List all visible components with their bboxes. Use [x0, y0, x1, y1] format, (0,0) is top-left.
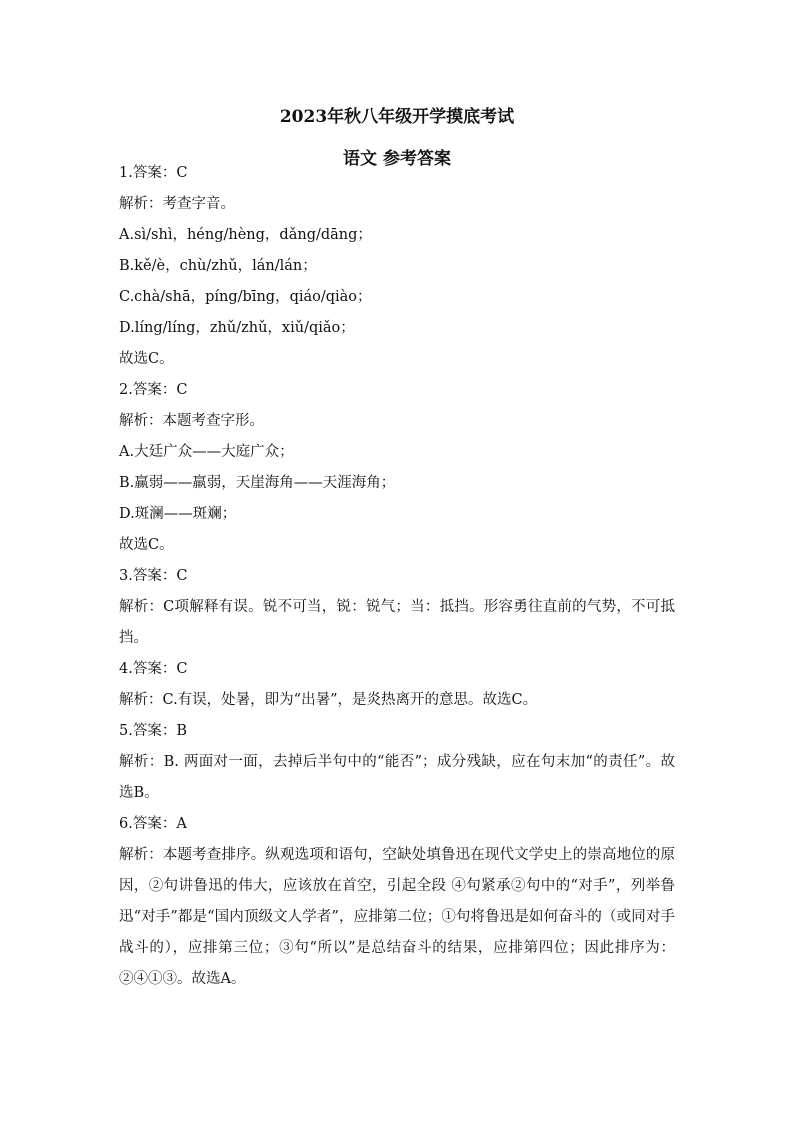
answer-2-option-b: B.赢弱——羸弱，天崖海角——天涯海角；: [119, 475, 396, 491]
answer-5-heading: 5.答案：B: [119, 723, 187, 739]
answer-2-conclusion: 故选C。: [119, 537, 174, 553]
answer-2-heading: 2.答案：C: [119, 382, 188, 398]
answer-1-option-b: B.kě/è，chù/zhǔ，lán/lán；: [119, 258, 317, 274]
answer-1-conclusion: 故选C。: [119, 351, 174, 367]
answer-2-option-d: D.斑澜——斑斓；: [119, 506, 237, 522]
answer-content: [119, 158, 675, 995]
answer-2-option-a: A.大廷广众——大庭广众；: [119, 444, 294, 460]
answer-1-option-d: D.líng/líng，zhǔ/zhǔ，xiǔ/qiǎo；: [119, 320, 355, 336]
answer-4-analysis: 解析：C.有误，处暑，即为“出暑”，是炎热离开的意思。故选C。: [119, 692, 538, 708]
answer-3-analysis: 解析：C项解释有误。锐不可当，锐：锐气；当：抵挡。形容勇往直前的气势，不可抵挡。: [119, 599, 675, 646]
answer-6-analysis: 解析：本题考查排序。纵观选项和语句，空缺处填鲁迅在现代文学史上的崇高地位的原因，②句讲鲁迅的伟大，应该放在首空，引起全段 ④句紧承②句中的“对手”，列举鲁迅“对手”都是“国内顶级文人学者”，应排第二位；①句将鲁迅是如何奋斗的（或同对手战斗的），应排第三位；③句“所以”是总结奋斗的结果，应排第四位；因此排序为：②④①③。故选A。: [119, 847, 675, 987]
answer-1-analysis: 解析：考查字音。: [119, 196, 235, 212]
answer-1-option-a: A.sì/shì，héng/hèng，dǎng/dāng；: [119, 227, 372, 243]
answer-1-heading: 1.答案：C: [119, 165, 188, 181]
answer-4-heading: 4.答案：C: [119, 661, 188, 677]
answer-3-heading: 3.答案：C: [119, 568, 188, 584]
answer-6-heading: 6.答案：A: [119, 816, 187, 832]
answer-5-analysis: 解析：B. 两面对一面，去掉后半句中的“能否”；成分残缺，应在句末加“的责任”。故选B。: [119, 754, 675, 801]
document-title: 2023年秋八年级开学摸底考试: [279, 107, 515, 127]
document-subtitle: 语文 参考答案: [343, 149, 451, 169]
answer-2-analysis: 解析：本题考查字形。: [119, 413, 264, 429]
answer-1-option-c: C.chà/shā，píng/bīng，qiáo/qiào；: [119, 289, 372, 305]
